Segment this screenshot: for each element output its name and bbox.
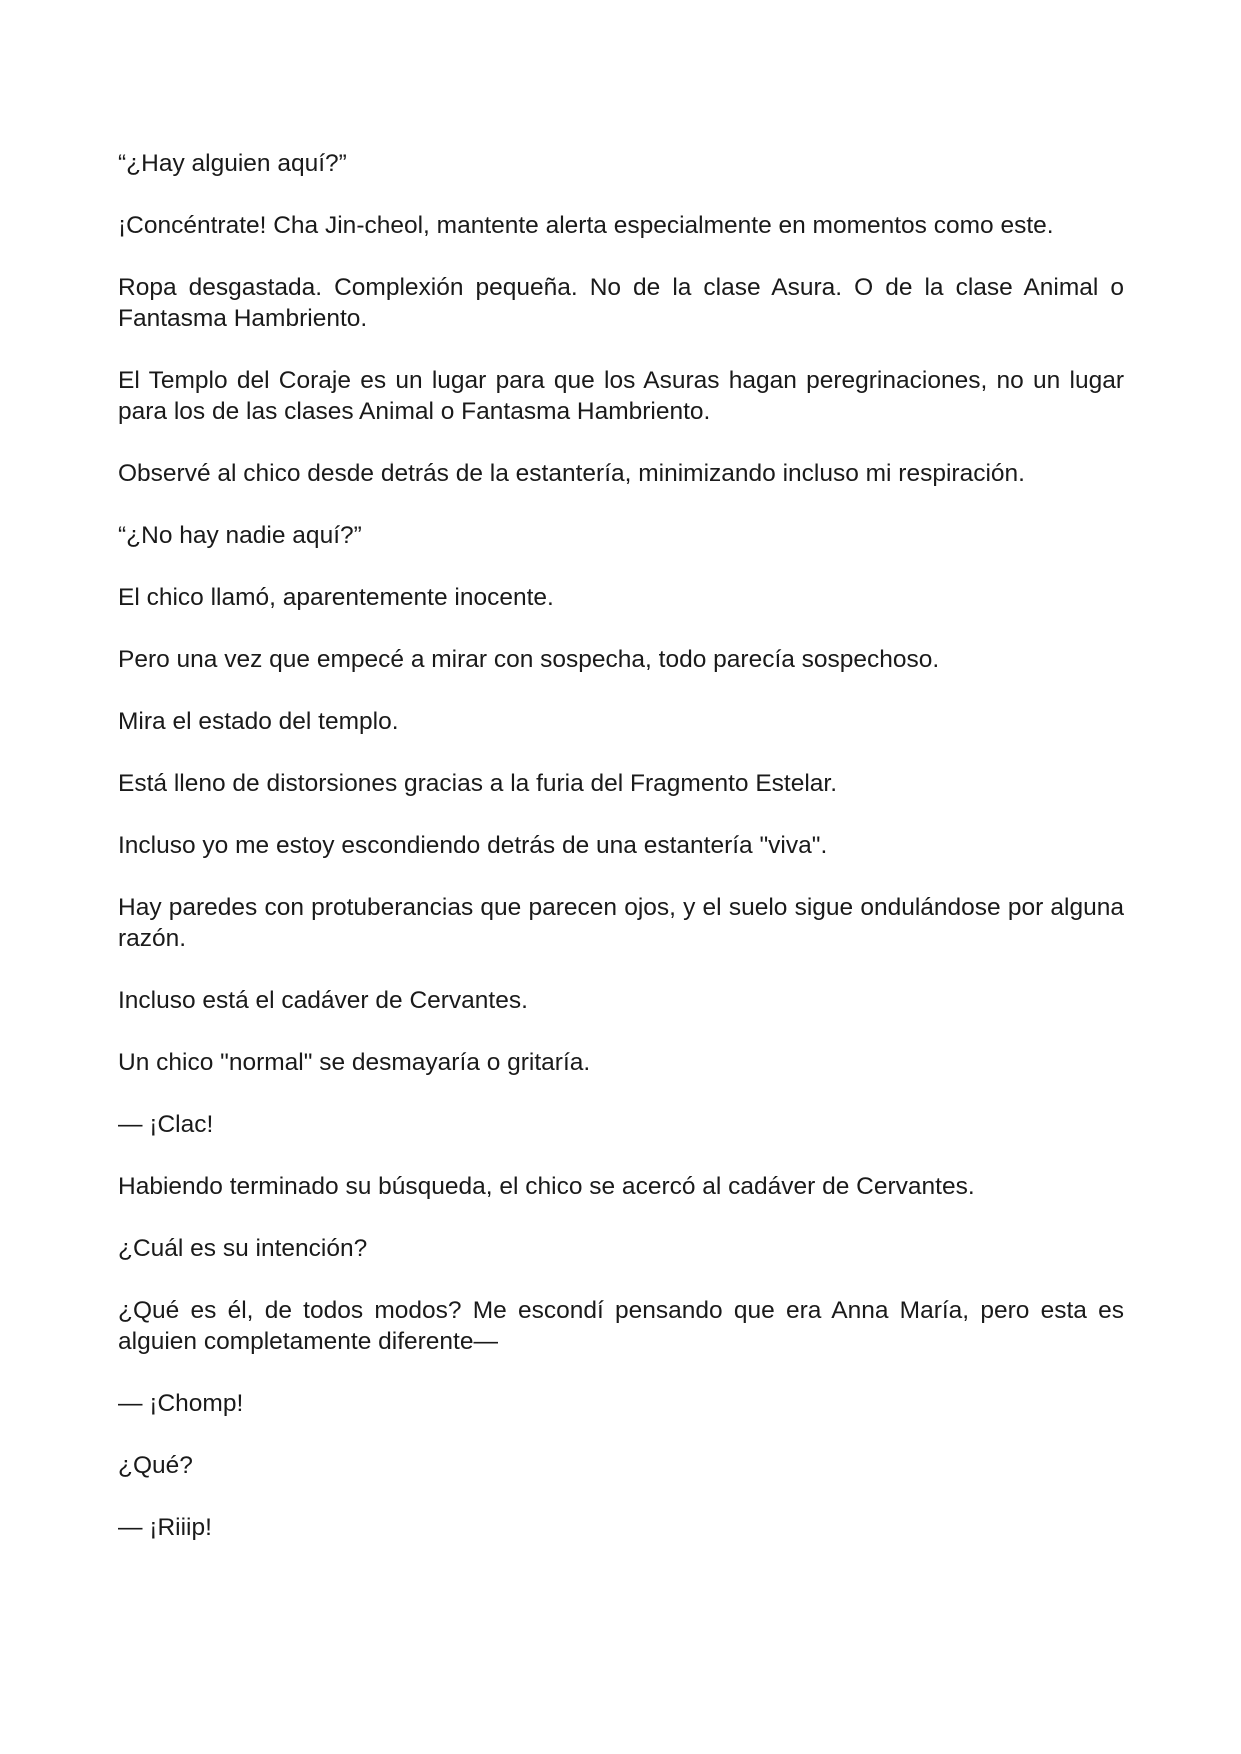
paragraph: Un chico "normal" se desmayaría o gritaría.	[118, 1049, 591, 1076]
paragraph: ¿Cuál es su intención?	[118, 1235, 368, 1262]
paragraph: ¿Qué?	[118, 1452, 193, 1479]
paragraph: “¿Hay alguien aquí?”	[118, 150, 347, 177]
paragraph: Hay paredes con protuberancias que parecen ojos, y el suelo sigue ondulándose por alguna razón.	[118, 894, 1124, 952]
paragraph: ¿Qué es él, de todos modos? Me escondí pensando que era Anna María, pero esta es alguien completamente diferente—	[118, 1297, 1124, 1355]
paragraph: El Templo del Coraje es un lugar para que los Asuras hagan peregrinaciones, no un lugar para los de las clases Animal o Fantasma Hambriento.	[118, 367, 1124, 425]
paragraph: Incluso yo me estoy escondiendo detrás de una estantería "viva".	[118, 832, 828, 859]
paragraph: Está lleno de distorsiones gracias a la furia del Fragmento Estelar.	[118, 770, 838, 797]
paragraph: “¿No hay nadie aquí?”	[118, 522, 362, 549]
document-body	[118, 148, 1124, 1574]
paragraph: — ¡Riiip!	[118, 1514, 212, 1541]
paragraph: Ropa desgastada. Complexión pequeña. No de la clase Asura. O de la clase Animal o Fantasma Hambriento.	[118, 274, 1124, 332]
paragraph: — ¡Chomp!	[118, 1390, 244, 1417]
paragraph: Pero una vez que empecé a mirar con sospecha, todo parecía sospechoso.	[118, 646, 940, 673]
paragraph: — ¡Clac!	[118, 1111, 214, 1138]
paragraph: Mira el estado del templo.	[118, 708, 399, 735]
paragraph: Incluso está el cadáver de Cervantes.	[118, 987, 528, 1014]
paragraph: ¡Concéntrate! Cha Jin-cheol, mantente alerta especialmente en momentos como este.	[118, 212, 1054, 239]
paragraph: Observé al chico desde detrás de la estantería, minimizando incluso mi respiración.	[118, 460, 1025, 487]
paragraph: El chico llamó, aparentemente inocente.	[118, 584, 554, 611]
paragraph: Habiendo terminado su búsqueda, el chico se acercó al cadáver de Cervantes.	[118, 1173, 975, 1200]
